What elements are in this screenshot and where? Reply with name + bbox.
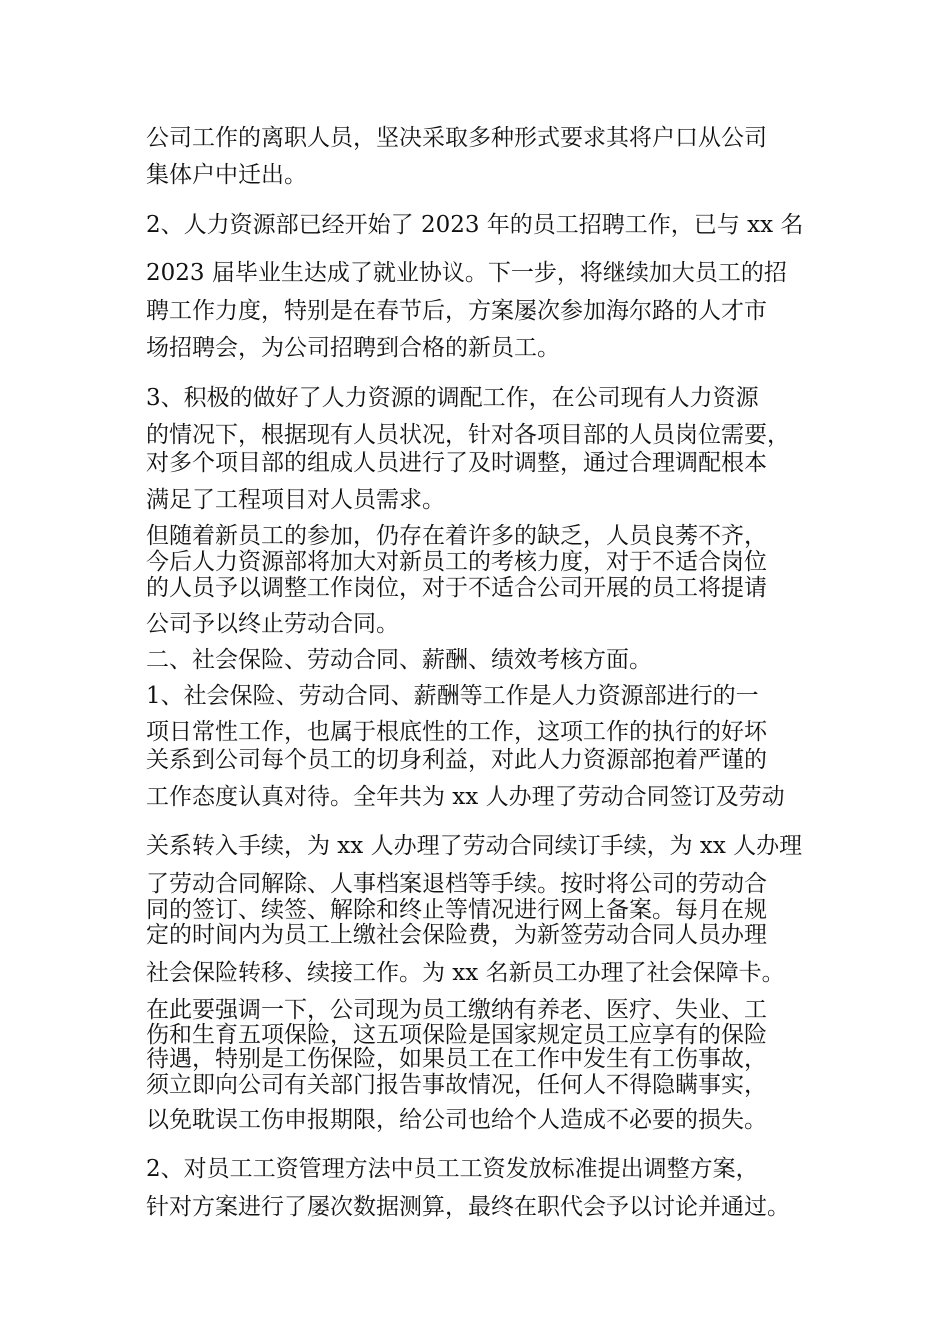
text-line: 同的签订、续签、解除和终止等情况进行网上备案。每月在规 — [146, 897, 767, 923]
text-line: 的情况下，根据现有人员状况，针对各项目部的人员岗位需要， — [146, 422, 790, 448]
text-line: 关系到公司每个员工的切身利益，对此人力资源部抱着严谨的 — [146, 747, 767, 773]
text-line: 关系转入手续，为 xx 人办理了劳动合同续订手续，为 xx 人办理 — [146, 833, 803, 859]
text-line: 伤和生育五项保险，这五项保险是国家规定员工应享有的保险 — [146, 1022, 767, 1048]
text-line: 1、社会保险、劳动合同、薪酬等工作是人力资源部进行的一 — [146, 683, 759, 709]
text-line: 2、对员工工资管理方法中员工工资发放标准提出调整方案， — [146, 1156, 759, 1182]
text-line: 社会保险转移、续接工作。为 xx 名新员工办理了社会保障卡。 — [146, 960, 785, 986]
text-line: 了劳动合同解除、人事档案退档等手续。按时将公司的劳动合 — [146, 871, 767, 897]
text-line: 的人员予以调整工作岗位，对于不适合公司开展的员工将提请 — [146, 575, 767, 601]
text-line: 针对方案进行了屡次数据测算，最终在职代会予以讨论并通过。 — [146, 1194, 790, 1220]
text-line: 工作态度认真对待。全年共为 xx 人办理了劳动合同签订及劳动 — [146, 784, 785, 810]
text-line: 公司工作的离职人员，坚决采取多种形式要求其将户口从公司 — [146, 125, 767, 151]
text-line: 场招聘会，为公司招聘到合格的新员工。 — [146, 335, 560, 361]
text-line: 公司予以终止劳动合同。 — [146, 611, 399, 637]
text-line: 须立即向公司有关部门报告事故情况，任何人不得隐瞒事实， — [146, 1072, 767, 1098]
section-heading: 二、社会保险、劳动合同、薪酬、绩效考核方面。 — [146, 647, 652, 673]
text-line: 满足了工程项目对人员需求。 — [146, 487, 445, 513]
text-line: 集体户中迁出。 — [146, 162, 307, 188]
text-line: 聘工作力度，特别是在春节后，方案屡次参加海尔路的人才市 — [146, 298, 767, 324]
text-line: 对多个项目部的组成人员进行了及时调整，通过合理调配根本 — [146, 450, 767, 476]
text-line: 2023 届毕业生达成了就业协议。下一步，将继续加大员工的招 — [146, 260, 787, 286]
text-line: 2、人力资源部已经开始了 2023 年的员工招聘工作，已与 xx 名 — [146, 212, 804, 238]
text-line: 在此要强调一下，公司现为员工缴纳有养老、医疗、失业、工 — [146, 997, 767, 1023]
text-line: 项日常性工作，也属于根底性的工作，这项工作的执行的好坏 — [146, 719, 767, 745]
text-line: 今后人力资源部将加大对新员工的考核力度，对于不适合岗位 — [146, 549, 767, 575]
text-line: 3、积极的做好了人力资源的调配工作，在公司现有人力资源 — [146, 385, 759, 411]
text-line: 待遇，特别是工伤保险，如果员工在工作中发生有工伤事故， — [146, 1046, 767, 1072]
text-line: 以免耽误工伤申报期限，给公司也给个人造成不必要的损失。 — [146, 1107, 767, 1133]
text-line: 但随着新员工的参加，仍存在着许多的缺乏，人员良莠不齐， — [146, 523, 767, 549]
text-line: 定的时间内为员工上缴社会保险费，为新签劳动合同人员办理 — [146, 922, 767, 948]
